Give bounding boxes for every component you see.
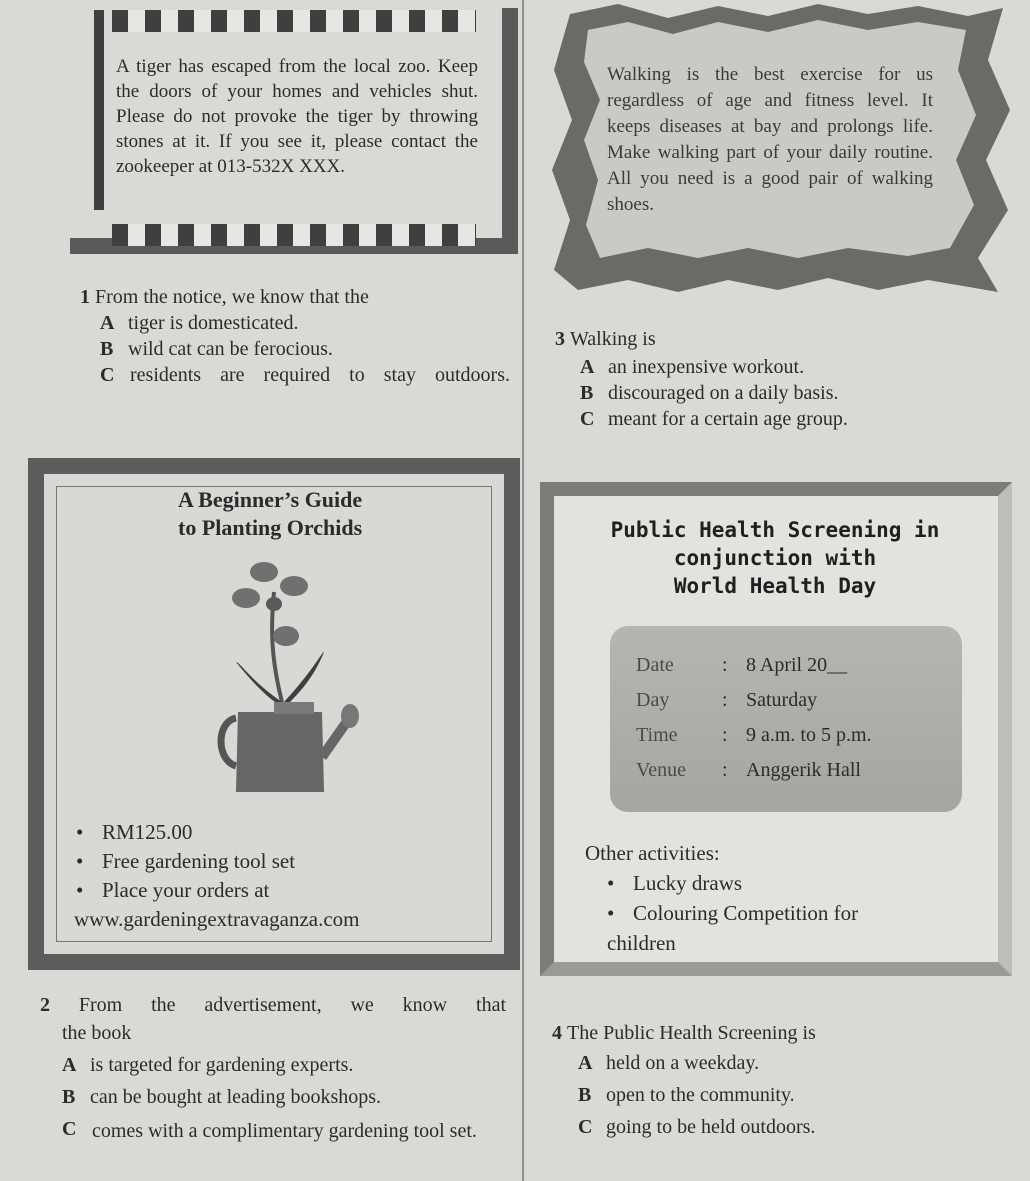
option-text: can be bought at leading bookshops. xyxy=(90,1086,382,1108)
q3-option-c[interactable] xyxy=(580,406,848,432)
option-text: is targeted for gardening experts. xyxy=(90,1054,354,1076)
detail-label: Day xyxy=(636,689,670,711)
question-2 xyxy=(40,992,506,1018)
q3-number: 3 xyxy=(555,328,565,350)
option-text: wild cat can be ferocious. xyxy=(128,338,333,360)
option-letter: C xyxy=(100,364,115,386)
health-title-line-1: Public Health Screening in xyxy=(610,518,940,542)
activity-colouring-cont: children xyxy=(607,931,676,955)
option-letter: B xyxy=(100,338,114,360)
option-text: an inexpensive workout. xyxy=(608,356,805,378)
detail-label: Time xyxy=(636,724,678,746)
option-letter: B xyxy=(62,1086,76,1108)
q2-stem: From the advertisement, we know that xyxy=(78,994,506,1016)
question-4 xyxy=(552,1020,816,1046)
ad-free-gift: • Free gardening tool set xyxy=(76,847,360,876)
q1-stem: From the notice, we know that the xyxy=(95,286,369,308)
option-text: held on a weekday. xyxy=(606,1052,760,1074)
ad-order-text: • Place your orders at xyxy=(76,876,360,905)
option-text: residents are required to stay outdoors. xyxy=(130,364,510,386)
detail-date: Date : 8 April 20__ xyxy=(636,654,848,676)
notice-bottom-stripes xyxy=(112,224,476,246)
detail-value: Saturday xyxy=(746,689,818,711)
option-text: meant for a certain age group. xyxy=(608,408,848,430)
detail-venue: Venue : Anggerik Hall xyxy=(636,759,861,781)
detail-time: Time : 9 a.m. to 5 p.m. xyxy=(636,724,872,746)
option-text: tiger is domesticated. xyxy=(128,312,299,334)
option-letter: A xyxy=(580,356,595,378)
column-divider xyxy=(522,0,524,1181)
ad-price: • RM125.00 xyxy=(76,818,360,847)
option-letter: A xyxy=(578,1052,593,1074)
option-text: going to be held outdoors. xyxy=(606,1116,816,1138)
option-letter: B xyxy=(578,1084,592,1106)
q4-option-b[interactable] xyxy=(578,1082,795,1108)
q2-number: 2 xyxy=(40,994,50,1016)
ad-website-link[interactable]: www.gardeningextravaganza.com xyxy=(74,907,360,931)
ad-title-line-2: to Planting Orchids xyxy=(178,515,363,540)
q2-option-b[interactable] xyxy=(62,1084,381,1110)
detail-value: 9 a.m. to 5 p.m. xyxy=(746,724,872,746)
q4-option-c[interactable] xyxy=(578,1114,815,1140)
option-letter: A xyxy=(100,312,115,334)
option-text: discouraged on a daily basis. xyxy=(608,382,839,404)
detail-value: Anggerik Hall xyxy=(746,759,861,781)
option-text: comes with a complimentary gardening tool set. xyxy=(92,1120,477,1142)
q2-option-a[interactable] xyxy=(62,1052,353,1078)
q2-stem-cont: the book xyxy=(62,1022,132,1044)
notice-top-stripes xyxy=(112,10,476,32)
q1-option-c[interactable] xyxy=(100,362,512,388)
ad-title xyxy=(178,486,362,542)
q1-number: 1 xyxy=(80,286,90,308)
question-3 xyxy=(555,326,656,352)
q1-option-b[interactable] xyxy=(100,336,333,362)
option-letter: A xyxy=(62,1054,77,1076)
ad-bullets xyxy=(76,818,360,934)
detail-label: Venue xyxy=(636,759,686,781)
health-title-line-2: conjunction with xyxy=(673,546,877,570)
other-activities xyxy=(585,838,858,958)
option-letter: B xyxy=(580,382,594,404)
orchid-watering-can-icon xyxy=(212,552,362,802)
activity-lucky-draws: • Lucky draws xyxy=(607,868,858,898)
q2-option-c[interactable] xyxy=(62,1116,508,1146)
detail-value: 8 April 20__ xyxy=(746,654,848,676)
q4-number: 4 xyxy=(552,1022,562,1044)
q3-option-a[interactable] xyxy=(580,354,804,380)
health-title-line-3: World Health Day xyxy=(673,574,877,598)
activity-colouring: • Colouring Competition for xyxy=(607,898,858,928)
notice-left-bar xyxy=(94,10,104,210)
tiger-notice-text: A tiger has escaped from the local zoo. Keep the doors of your homes and vehicles shut. Please do not provoke the tiger by throwing stones at it. If you see it, please contact the zookeeper at 013-532X XXX. xyxy=(116,56,478,177)
walking-notice-text: Walking is the best exercise for us regardless of age and fitness level. It keeps diseases at bay and prolongs life. Make walking part of your daily routine. All you need is a good pair of walking shoes. xyxy=(607,64,933,215)
option-letter: C xyxy=(578,1116,593,1138)
option-letter: C xyxy=(62,1118,77,1140)
other-activities-heading: Other activities: xyxy=(585,841,720,865)
q4-stem: The Public Health Screening is xyxy=(567,1022,816,1044)
q1-option-a[interactable] xyxy=(100,310,299,336)
q3-option-b[interactable] xyxy=(580,380,839,406)
detail-label: Date xyxy=(636,654,674,676)
q3-stem: Walking is xyxy=(570,328,656,350)
detail-day: Day : Saturday xyxy=(636,689,818,711)
option-letter: C xyxy=(580,408,595,430)
option-text: open to the community. xyxy=(606,1084,795,1106)
ad-title-line-1: A Beginner’s Guide xyxy=(178,487,363,512)
q4-option-a[interactable] xyxy=(578,1050,759,1076)
health-title xyxy=(560,516,990,600)
question-1 xyxy=(80,284,369,310)
